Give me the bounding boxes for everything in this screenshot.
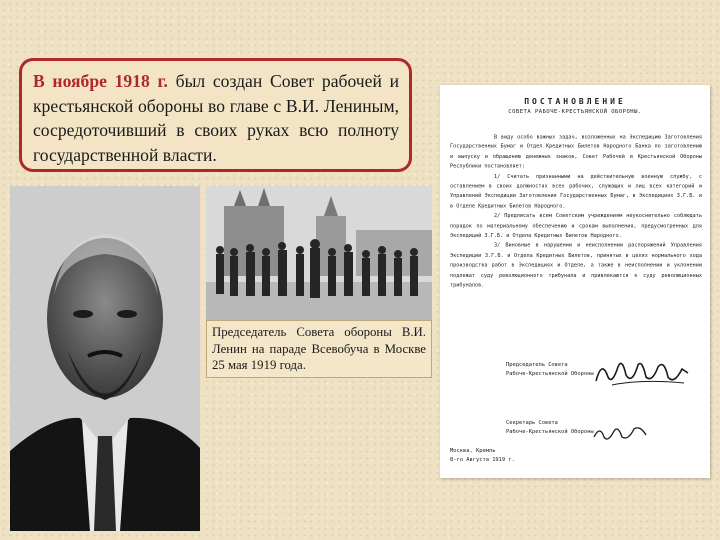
decree-paragraph: 1/ Считать признанными на действительную военную службу, с оставлением в своих должностях всех рабочих, служащих и лиц всех категорий и Управлений Экспедиции Заготовления Государственных Бумаг, в Экспедициях З.Г.Б. и в Отделе Кредитных Билетов Народного. [450, 173, 702, 210]
intro-year-highlight: В ноябре 1918 г. [33, 71, 168, 91]
decree-paragraph: В виду особо важных задач, возложенных на Экспедицию Заготовления Государственных Бумаг и Отдел Кредитных Билетов Народного Банка по заготовлению и выпуску и обращению денежных знаков, Совет Рабочей и Крестьянской Обороны Республики постановляет: [450, 134, 702, 170]
lenin-portrait-photo [10, 186, 200, 531]
intro-text: был создан Совет рабочей и крестьянской обороны во главе с В.И. Лениным, сосредоточивший в своих руках всю полноту государственной власти. [33, 71, 399, 165]
decree-subtitle: СОВЕТА РАБОЧЕ-КРЕСТЬЯНСКОЙ ОБОРОНЫ. [508, 109, 642, 115]
intro-text-box [19, 58, 412, 172]
decree-paragraph: 3/ Виновные в нарушении и неисполнении распоряжений Управления Экспедиции З.Г.Б. и Отдела Кредитных Билетов, принятых в целях нормального хода производства работ в Экспедициях и Отделе, а также в неисполнении и уклонении подлежат суду революционного трибунала и привлекаются к суду революционных трибуналов. [450, 242, 702, 289]
decree-title: ПОСТАНОВЛЕНИЕ [524, 97, 626, 106]
photo-caption: Председатель Совета обороны В.И. Ленин на параде Всевобуча в Москве 25 мая 1919 года. [206, 320, 432, 378]
decree-document [440, 85, 710, 478]
parade-photo [206, 186, 432, 320]
secretary-label: Секретарь Совета Рабоче-Крестьянской Обороны [506, 420, 594, 435]
decree-place-date: Москва, Кремль 8-го Августа 1919 г. [450, 448, 515, 463]
chairman-label: Председатель Совета Рабоче-Крестьянской Обороны [506, 362, 594, 377]
decree-paragraph: 2/ Предписать всем Советским учреждениям неукоснительно соблюдать порядок по материальному обеспечению и срокам выполнения, предусмотренных для Экспедиций З.Г.Б. и Отдела Кредитных Билетов Народного. [450, 213, 702, 240]
decree-body [450, 133, 702, 291]
secretary-signature-icon [590, 423, 650, 443]
lenin-signature-icon [592, 355, 692, 389]
